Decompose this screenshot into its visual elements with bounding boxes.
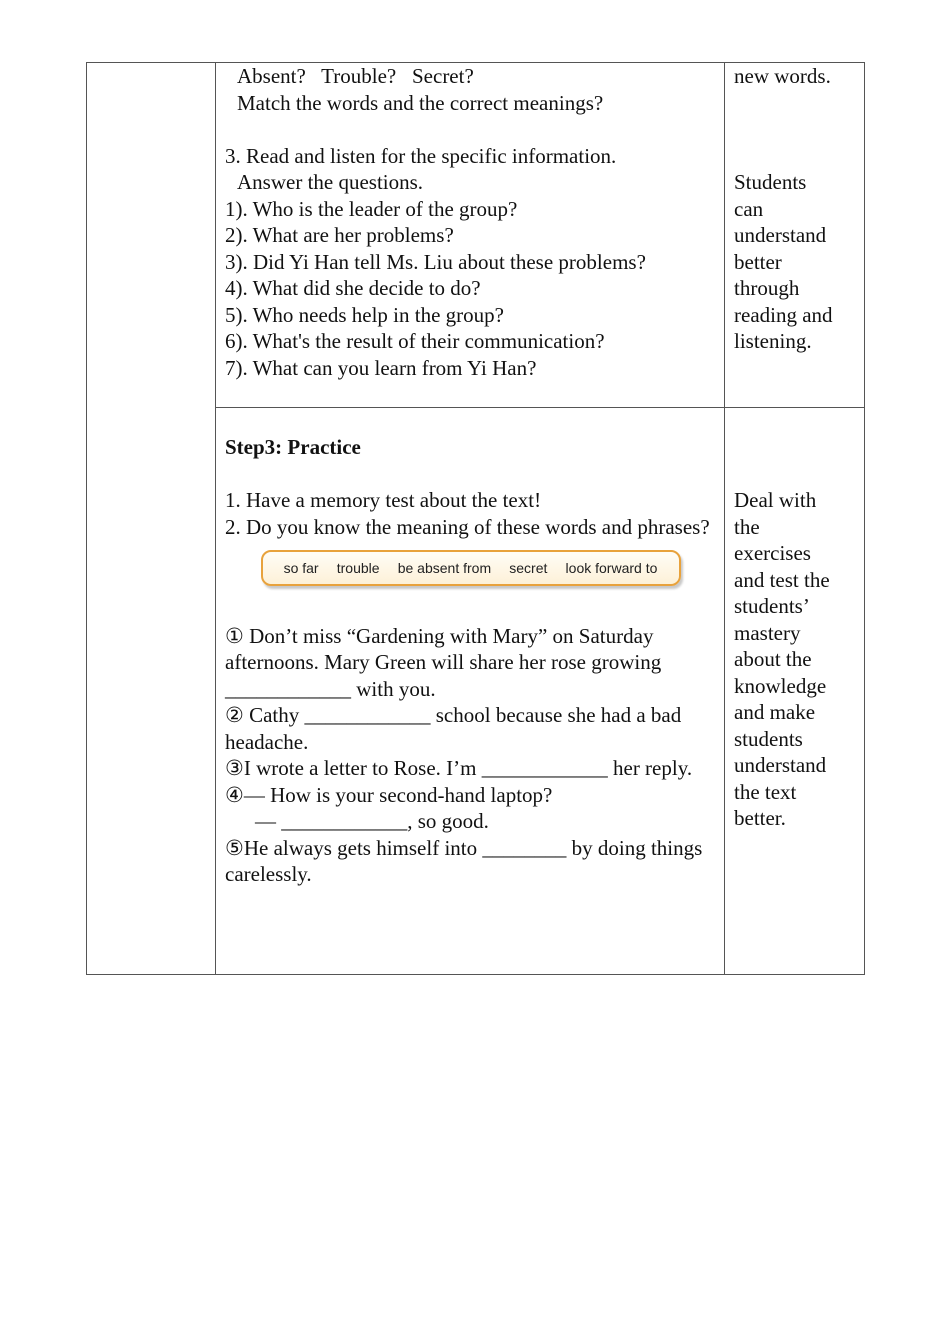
aim-text: can bbox=[734, 196, 764, 221]
step-title: Step3: Practice bbox=[225, 435, 361, 459]
exercise-reply: — ____________, so good. bbox=[255, 809, 489, 833]
aim-text: exercises bbox=[734, 541, 811, 565]
question-item: 3). Did Yi Han tell Ms. Liu about these problems? bbox=[225, 249, 646, 274]
aim-text: better. bbox=[734, 806, 786, 830]
question-item: 7). What can you learn from Yi Han? bbox=[225, 355, 537, 380]
aim-text: through bbox=[734, 276, 800, 300]
practice-item: 1. Have a memory test about the text! bbox=[225, 488, 542, 512]
question-item: 4). What did she decide to do? bbox=[225, 276, 481, 300]
word-bank-item: so far bbox=[283, 559, 319, 576]
vocab-words-line: Absent? Trouble? Secret? bbox=[237, 64, 474, 88]
practice-item: 2. Do you know the meaning of these words and phrases? bbox=[225, 514, 710, 539]
aim-text: and make bbox=[734, 700, 816, 724]
word-bank-box bbox=[261, 550, 681, 586]
exercise-item: ② Cathy ____________ school because she had a bad headache. bbox=[225, 703, 682, 754]
stage-column-cell bbox=[87, 63, 216, 975]
question-item: 5). Who needs help in the group? bbox=[225, 302, 504, 327]
aim-cell bbox=[725, 63, 865, 408]
match-instruction: Match the words and the correct meanings? bbox=[237, 90, 604, 115]
procedure-cell bbox=[216, 408, 725, 975]
question-item: 2). What are her problems? bbox=[225, 223, 454, 247]
lesson-plan-table bbox=[86, 62, 865, 975]
aim-text: the text bbox=[734, 779, 797, 804]
exercise-item: ④— How is your second-hand laptop? bbox=[225, 782, 553, 807]
aim-text: about the bbox=[734, 647, 812, 671]
word-bank-item: secret bbox=[509, 559, 548, 576]
aim-text: listening. bbox=[734, 329, 812, 353]
aim-text: students’ bbox=[734, 594, 810, 618]
lesson-plan-page bbox=[86, 62, 864, 975]
question-item: 6). What's the result of their communication? bbox=[225, 329, 605, 353]
table-row bbox=[87, 63, 865, 408]
exercise-item: ⑤He always gets himself into ________ by doing things carelessly. bbox=[225, 835, 703, 886]
aim-text: better bbox=[734, 249, 782, 274]
aim-text: the bbox=[734, 514, 760, 539]
word-bank-item: look forward to bbox=[565, 559, 658, 576]
aim-text: understand bbox=[734, 753, 827, 777]
aim-text: understand bbox=[734, 223, 827, 247]
aim-text: Deal with bbox=[734, 488, 817, 512]
procedure-cell bbox=[216, 63, 725, 408]
aim-text: mastery bbox=[734, 620, 801, 645]
exercise-item: ③I wrote a letter to Rose. I’m ____________ her reply. bbox=[225, 756, 693, 780]
aim-cell bbox=[725, 408, 865, 975]
word-bank-item: trouble bbox=[336, 559, 380, 576]
question-item: 1). Who is the leader of the group? bbox=[225, 196, 518, 221]
aim-text: students bbox=[734, 726, 803, 751]
aim-text: reading and bbox=[734, 302, 833, 327]
aim-text: and test the bbox=[734, 567, 830, 592]
read-listen-heading: 3. Read and listen for the specific information. bbox=[225, 143, 617, 168]
aim-text: knowledge bbox=[734, 673, 827, 698]
word-bank-item: be absent from bbox=[397, 559, 492, 576]
aim-text: Students bbox=[734, 170, 807, 194]
answer-questions-label: Answer the questions. bbox=[237, 170, 424, 194]
exercise-item: ① Don’t miss “Gardening with Mary” on Saturday afternoons. Mary Green will share her rose growing ____________ with you. bbox=[225, 623, 662, 701]
aim-text: new words. bbox=[734, 64, 831, 88]
